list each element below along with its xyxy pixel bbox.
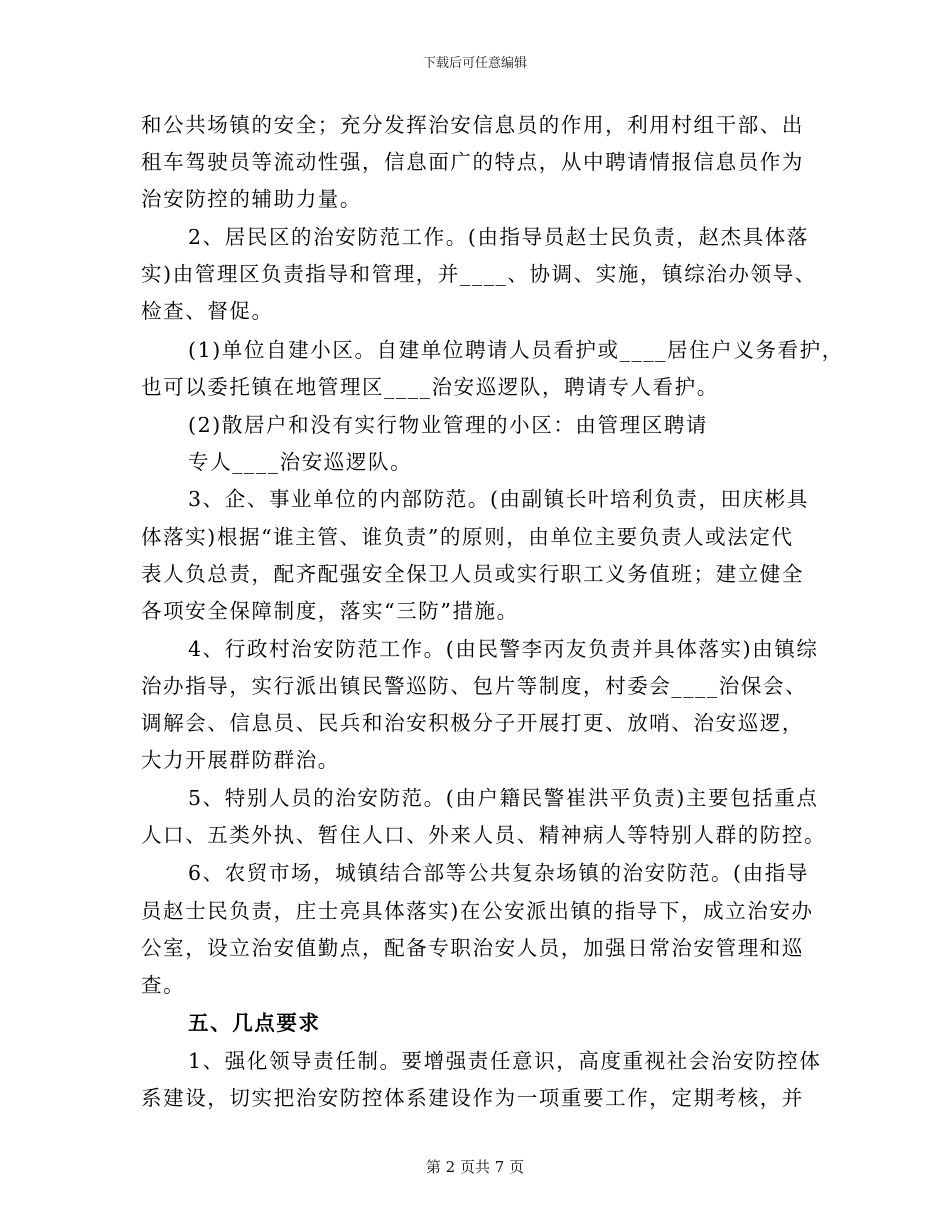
body-line: 公室，设立治安值勤点，配备专职治安人员，加强日常治安管理和巡	[141, 936, 804, 960]
section-heading: 五、几点要求	[188, 1011, 321, 1035]
body-line: 表人负总责，配齐配强安全保卫人员或实行职工义务值班；建立健全	[141, 562, 804, 586]
body-line: 系建设，切实把治安防控体系建设作为一项重要工作，定期考核，并	[141, 1086, 804, 1110]
body-line: 也可以委托镇在地管理区____治安巡逻队，聘请专人看护。	[141, 375, 719, 399]
page-header: 下载后可任意编辑	[422, 56, 527, 71]
body-line: 4、行政村治安防范工作。(由民警李丙友负责并具体落实)由镇综	[188, 637, 819, 661]
body-line: 5、特别人员的治安防范。(由户籍民警崔洪平负责)主要包括重点	[188, 786, 819, 810]
body-line: 专人____治安巡逻队。	[188, 450, 413, 474]
body-line: 体落实)根据“谁主管、谁负责”的原则，由单位主要负责人或法定代	[141, 525, 794, 549]
body-line: 检查、督促。	[141, 299, 274, 323]
body-line: 调解会、信息员、民兵和治安积极分子开展打更、放哨、治安巡逻，	[141, 711, 804, 735]
body-line: 治办指导，实行派出镇民警巡防、包片等制度，村委会____治保会、	[141, 674, 808, 698]
body-line: (2)散居户和没有实行物业管理的小区：由管理区聘请	[188, 413, 709, 437]
body-line: (1)单位自建小区。自建单位聘请人员看护或____居住户义务看护，	[188, 338, 844, 362]
body-line: 2、居民区的治安防范工作。(由指导员赵士民负责，赵杰具体落	[188, 225, 809, 249]
body-line: 租车驾驶员等流动性强，信息面广的特点，从中聘请情报信息员作为	[141, 150, 804, 174]
body-line: 员赵士民负责，庄士亮具体落实)在公安派出镇的指导下，成立治安办	[141, 899, 814, 923]
body-line: 3、企、事业单位的内部防范。(由副镇长叶培利负责，田庆彬具	[188, 487, 809, 511]
body-line: 1、强化领导责任制。要增强责任意识，高度重视社会治安防控体	[188, 1049, 822, 1073]
body-line: 和公共场镇的安全；充分发挥治安信息员的作用，利用村组干部、出	[141, 113, 804, 137]
page-footer: 第 2 页共 7 页	[425, 1158, 525, 1176]
body-line: 查。	[141, 973, 186, 997]
body-line: 治安防控的辅助力量。	[141, 187, 362, 211]
body-line: 6、农贸市场，城镇结合部等公共复杂场镇的治安防范。(由指导	[188, 861, 809, 885]
body-line: 大力开展群防群治。	[141, 748, 340, 772]
body-line: 各项安全保障制度，落实“三防”措施。	[141, 599, 519, 623]
body-line: 人口、五类外执、暂住人口、外来人员、精神病人等特别人群的防控。	[141, 823, 827, 847]
body-line: 实)由管理区负责指导和管理，并____、协调、实施，镇综治办领导、	[141, 262, 817, 286]
